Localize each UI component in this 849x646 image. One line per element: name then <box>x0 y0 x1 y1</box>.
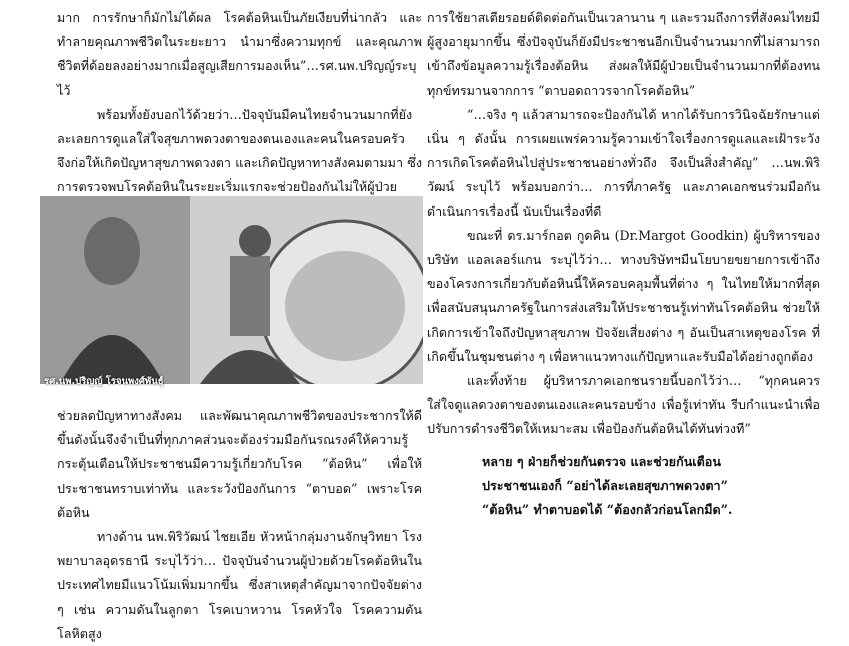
closing-lines <box>427 450 820 523</box>
paragraph: และทิ้งท้าย ผู้บริหารภาคเอกชนรายนี้บอกไว้ว่า… “ทุกคนควรใส่ใจดูแลดวงตาของตนเองและคนรอบข้าง เพื่อรู้เท่าทัน รีบกำแนะนำเพื่อปรับการดำรงชีวิตให้เหมาะสม เพื่อป้องกันต้อหินได้ทันท่วงที” <box>427 373 820 437</box>
paragraph: “…จริง ๆ แล้วสามารถจะป้องกันได้ หากได้รับการวินิจฉัยรักษาแต่เนิ่น ๆ ดังนั้น การเผยแพร่ความรู้ความเข้าใจเรื่องการดูแลและเฝ้าระวังการเกิดโรคต้อหินไปสู่ประชาชนอย่างทั่วถึง จึงเป็นสิ่งสำคัญ” …นพ.พิริวัฒน์ ระบุไว้ พร้อมบอกว่า… การที่ภาครัฐ และภาคเอกชนร่วมมือกันดำเนินการเรื่องนี้ นับเป็นเรื่องที่ดี <box>427 106 820 219</box>
photo-illustration <box>40 196 423 384</box>
paragraph: มาก การรักษาก็มักไม่ได้ผล โรคต้อหินเป็นภัยเงียบที่น่ากลัว และทำลายคุณภาพชีวิตในระยะยาว นำมาซึ่งความทุกข์ และคุณภาพชีวิตที่ด้อยลงอย่างมากเมื่อสูญเสียการมองเห็น”…รศ.นพ.ปริญญ์ระบุไว้ <box>57 10 422 98</box>
paragraph: ช่วยลดปัญหาทางสังคม และพัฒนาคุณภาพชีวิตของประชากรให้ดีขึ้นดังนั้นจึงจำเป็นที่ทุกภาคส่วนจะต้องร่วมมือกันรณรงค์ให้ความรู้ กระตุ้นเตือนให้ประชาชนมีความรู้เกี่ยวกับโรค “ต้อหิน” เพื่อให้ประชาชนทราบเท่าทัน และระวังป้องกันการ “ตาบอด” เพราะโรคต้อหิน <box>57 408 422 520</box>
paragraph: ทางด้าน นพ.พิริวัฒน์ ไชยเอีย หัวหน้ากลุ่มงานจักษุวิทยา โรงพยาบาลอุดรธานี ระบุไว้ว่า… ปัจจุบันจำนวนผู้ป่วยด้วยโรคต้อหินในประเทศไทยมีแนวโน้มเพิ่มมากขึ้น ซึ่งสาเหตุสำคัญมาจากปัจจัยต่าง ๆ เช่น ความดันในลูกตา โรคเบาหวาน โรคหัวใจ โรคความดันโลหิตสูง <box>57 529 422 641</box>
paragraph: ขณะที่ ดร.มาร์กอต กูดคิน (Dr.Margot Goodkin) ผู้บริหารของบริษัท แอลเลอร์แกน ระบุไว้ว่า… ทางบริษัทฯมีนโยบายขยายการเข้าถึงของโครงการเกี่ยวกับต้อหินนี้ให้ครอบคลุมพื้นที่ต่าง ๆ ในไทยให้มากที่สุด เพื่อสนับสนุนภาครัฐในการส่งเสริมให้ประชาชนรู้เท่าทันโรคต้อหิน ช่วยให้เกิดการเข้าใจถึงปัญหาสุขภาพ ปัจจัยเสี่ยงต่าง ๆ อันเป็นสาเหตุของโรค ที่เกิดขึ้นในชุมชนต่าง ๆ เพื่อหาแนวทางแก้ปัญหาและรับมือได้อย่างถูกต้อง <box>427 227 820 364</box>
photo-caption: รศ.นพ.ปริญญ์ โรจนพงศ์พันธุ์ <box>44 376 164 387</box>
closing-line: “ต้อหิน” ทำตาบอดได้ “ต้องกลัวก่อนโลกมืด”. <box>482 502 733 518</box>
right-column <box>427 6 820 522</box>
closing-line: ประชาชนเองก็ “อย่าได้ละเลยสุขภาพดวงตา” <box>482 477 728 493</box>
paragraph: พร้อมทั้งยังบอกไว้ด้วยว่า…ปัจจุบันมีคนไทยจำนวนมากที่ยังละเลยการดูแลใส่ใจสุขภาพดวงตาของตนเองและคนในครอบครัว จึงก่อให้เกิดปัญหาสุขภาพดวงตา และเกิดปัญหาทางสังคมตามมา ซึ่งการตรวจพบโรคต้อหินในระยะเริ่มแรกจะช่วยป้องกันไม่ให้ผู้ป่วย <box>57 106 422 195</box>
left-column-top <box>57 6 422 224</box>
paragraph: การใช้ยาสเตียรอยด์ติดต่อกันเป็นเวลานาน ๆ และรวมถึงการที่สังคมไทยมีผู้สูงอายุมากขึ้น ซึ่งปัจจุบันก็ยังมีประชาชนอีกเป็นจำนวนมากที่ไม่สามารถเข้าถึงข้อมูลความรู้เรื่องต้อหิน ส่งผลให้มีผู้ป่วยเป็นจำนวนมากที่ต้องทนทุกข์ทรมานจากการ “ตาบอดถาวรจากโรคต้อหิน” <box>427 10 820 98</box>
article-photo <box>40 196 423 384</box>
closing-line: หลาย ๆ ฝ่ายก็ช่วยกันตรวจ และช่วยกันเตือน <box>482 453 721 469</box>
left-column-bottom <box>57 404 422 646</box>
